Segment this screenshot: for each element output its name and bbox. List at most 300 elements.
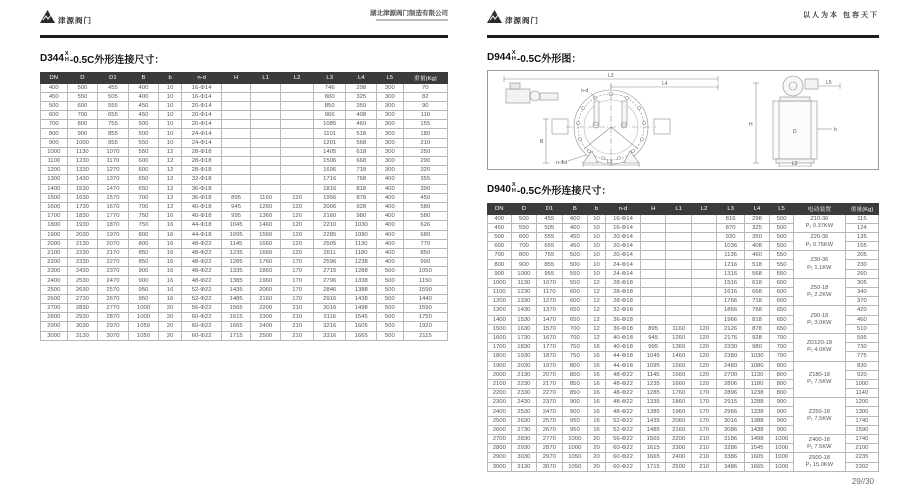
cell: 800 (770, 389, 794, 398)
cell: 120 (281, 230, 314, 239)
cell: 120 (281, 212, 314, 221)
cell: 1370 (537, 306, 562, 315)
cell: 40-Φ18 (606, 343, 641, 352)
cell (640, 242, 665, 251)
cell: 1670 (537, 333, 562, 342)
column-header: L1 (666, 203, 691, 214)
cell: 450 (562, 232, 587, 241)
cell: 2611 (313, 248, 346, 257)
page-number: 29//30 (851, 477, 874, 486)
cell: 1238 (744, 389, 769, 398)
column-header: n-d (606, 203, 641, 214)
table-row (41, 120, 448, 129)
cell: 12 (588, 297, 606, 306)
weight-cell: 1590 (403, 285, 447, 294)
cell: 550 (511, 223, 536, 232)
cell: 10 (159, 120, 182, 129)
cell: 2170 (537, 379, 562, 388)
page-right (487, 10, 879, 472)
weight-cell: 1300 (845, 407, 878, 416)
cell: 1030 (346, 221, 377, 230)
cell: 800 (562, 361, 587, 370)
cell: 1616 (717, 288, 744, 297)
weight-cell: 70 (403, 83, 447, 92)
cell: 1715 (222, 331, 251, 340)
cell: 855 (537, 260, 562, 269)
cell: 655 (537, 242, 562, 251)
cell: 800 (562, 370, 587, 379)
cell: 450 (128, 101, 159, 110)
cell: 750 (128, 212, 159, 221)
cell: 900 (562, 407, 587, 416)
page-header-right (487, 10, 879, 34)
weight-cell: 2235 (845, 453, 878, 462)
cell: 16-Φ14 (606, 214, 641, 223)
cell: 1930 (67, 221, 98, 230)
cell: 1330 (511, 297, 536, 306)
cell (691, 214, 716, 223)
weight-cell: 1920 (403, 322, 447, 331)
cell: 1300 (41, 175, 68, 184)
column-header: L2 (691, 203, 716, 214)
cell: 1670 (98, 202, 129, 211)
cell: 550 (128, 138, 159, 147)
cell: 120 (281, 248, 314, 257)
cell: 618 (744, 278, 769, 287)
cell (666, 260, 691, 269)
cell: 12 (588, 278, 606, 287)
cell: 1201 (313, 138, 346, 147)
cell: 1180 (346, 248, 377, 257)
cell: 700 (488, 251, 512, 260)
cell: 1500 (488, 324, 512, 333)
cell: 3286 (717, 444, 744, 453)
cell: 2170 (98, 248, 129, 257)
cell: 2285 (313, 230, 346, 239)
cell: 1665 (640, 453, 665, 462)
cell: 1338 (744, 407, 769, 416)
cell: 2200 (488, 389, 512, 398)
cell: 10 (159, 92, 182, 101)
weight-cell: 260 (845, 269, 878, 278)
cell: 1766 (717, 297, 744, 306)
cell: 1570 (537, 324, 562, 333)
cell: 1530 (511, 315, 536, 324)
cell: 1130 (67, 147, 98, 156)
cell: 1860 (666, 398, 691, 407)
company-name: 湖北津源阀门制造有限公司 (370, 10, 448, 17)
column-header: n-d (181, 72, 221, 83)
cell: 300 (377, 129, 404, 138)
cell: 2830 (511, 435, 536, 444)
cell: 350 (744, 232, 769, 241)
weight-cell: 110 (403, 111, 447, 120)
cell: 1100 (488, 288, 512, 297)
cell: 1101 (313, 129, 346, 138)
cell: 500 (488, 232, 512, 241)
weight-cell: 390 (403, 184, 447, 193)
table-row (488, 398, 879, 407)
cell: 400 (128, 92, 159, 101)
cell: 48-Φ22 (181, 276, 221, 285)
cell: 170 (691, 389, 716, 398)
cell: 1145 (640, 370, 665, 379)
cell: 16 (588, 343, 606, 352)
cell: 325 (346, 92, 377, 101)
cell: 1660 (250, 239, 281, 248)
cell: 10 (588, 269, 606, 278)
cell: 1435 (222, 285, 251, 294)
cell: 20 (588, 462, 606, 471)
cell: 1130 (511, 278, 536, 287)
cell: 2200 (41, 258, 68, 267)
cell: 20 (588, 444, 606, 453)
cell: 1606 (313, 166, 346, 175)
table-row (41, 276, 448, 285)
cell: 400 (377, 193, 404, 202)
cell: 12 (159, 202, 182, 211)
table-row (488, 251, 879, 260)
cell: 650 (128, 184, 159, 193)
table-row (41, 184, 448, 193)
cell (640, 297, 665, 306)
cell: 3030 (511, 453, 536, 462)
cell (640, 223, 665, 232)
cell: 2896 (717, 389, 744, 398)
cell: 3016 (717, 416, 744, 425)
cell: 20 (159, 331, 182, 340)
slogan: 以人为本 包容天下 (803, 12, 879, 19)
cell (640, 269, 665, 278)
model-variant: X H (511, 50, 516, 62)
cell: 2970 (537, 453, 562, 462)
cell: 2300 (250, 313, 281, 322)
cell: 300 (377, 101, 404, 110)
left-section-title (40, 51, 448, 66)
cell: 1800 (488, 352, 512, 361)
cell: 1530 (67, 184, 98, 193)
cell: 210 (281, 304, 314, 313)
cell: 800 (770, 370, 794, 379)
dim-b: b (834, 126, 837, 133)
cell: 2210 (313, 221, 346, 230)
cell: 2530 (511, 407, 536, 416)
cell: 2596 (313, 258, 346, 267)
actuator-cell: ZD120-18 P₁ 4.0KW (793, 333, 845, 361)
cell: 1700 (41, 212, 68, 221)
cell: 52-Φ22 (606, 425, 641, 434)
cell: 700 (67, 111, 98, 120)
cell: 555 (537, 232, 562, 241)
cell: 1405 (313, 147, 346, 156)
cell: 900 (67, 129, 98, 138)
cell: 1160 (666, 324, 691, 333)
cell (640, 288, 665, 297)
cell: 16 (159, 267, 182, 276)
cell: 1460 (250, 221, 281, 230)
cell: 16-Φ14 (606, 223, 641, 232)
table-row (41, 212, 448, 221)
cell: 10 (159, 138, 182, 147)
column-header: D (511, 203, 536, 214)
cell (250, 83, 281, 92)
cell: 500 (770, 223, 794, 232)
weight-cell: 920 (845, 370, 878, 379)
cell: 1200 (41, 166, 68, 175)
brand-logo (40, 10, 92, 28)
cell (666, 315, 691, 324)
cell: 400 (377, 212, 404, 221)
cell: 20 (159, 304, 182, 313)
cell (640, 214, 665, 223)
cell: 2500 (41, 285, 68, 294)
cell: 600 (128, 166, 159, 175)
header-rule (40, 35, 448, 38)
table-row (41, 304, 448, 313)
cell (691, 251, 716, 260)
cell: 850 (313, 101, 346, 110)
cell: 32-Φ18 (606, 306, 641, 315)
cell: 700 (770, 352, 794, 361)
cell: 2470 (98, 276, 129, 285)
cell: 24-Φ14 (606, 260, 641, 269)
cell: 2200 (250, 304, 281, 313)
cell (250, 92, 281, 101)
cell: 1130 (744, 370, 769, 379)
weight-cell: 420 (845, 306, 878, 315)
dim-L1: L1 (607, 158, 613, 165)
cell: 1180 (744, 379, 769, 388)
cell: 700 (562, 324, 587, 333)
cell (222, 129, 251, 138)
cell: 1288 (744, 398, 769, 407)
cell: 800 (128, 230, 159, 239)
cell (691, 242, 716, 251)
cell: 895 (222, 193, 251, 202)
cell: 408 (744, 242, 769, 251)
cell: 10 (588, 214, 606, 223)
cell: 52-Φ22 (181, 294, 221, 303)
dim-n-d: n-d (581, 87, 589, 94)
cell (222, 147, 251, 156)
cell: 1830 (67, 212, 98, 221)
cell: 1000 (128, 313, 159, 322)
cell: 170 (281, 276, 314, 285)
cell: 2400 (666, 453, 691, 462)
cell: 48-Φ22 (181, 239, 221, 248)
cell: 3216 (313, 322, 346, 331)
cell: 1500 (41, 193, 68, 202)
table-row (41, 285, 448, 294)
cell: 800 (41, 129, 68, 138)
cell: 895 (640, 324, 665, 333)
cell: 1498 (744, 435, 769, 444)
cell: 300 (377, 111, 404, 120)
cell: 120 (281, 202, 314, 211)
cell: 2600 (41, 294, 68, 303)
cell: 600 (770, 278, 794, 287)
weight-cell: 595 (845, 333, 878, 342)
cell: 800 (128, 239, 159, 248)
cell: 550 (67, 92, 98, 101)
cell: 1270 (98, 166, 129, 175)
cell: 2380 (717, 352, 744, 361)
cell: 1400 (488, 315, 512, 324)
cell: 120 (691, 324, 716, 333)
weight-cell: 626 (403, 221, 447, 230)
cell: 16 (588, 370, 606, 379)
table-row (41, 166, 448, 175)
cell: 1870 (537, 352, 562, 361)
cell (666, 232, 691, 241)
cell: 1200 (488, 297, 512, 306)
cell: 60-Φ22 (606, 462, 641, 471)
cell: 2300 (666, 444, 691, 453)
cell: 16 (159, 239, 182, 248)
cell: 1170 (537, 288, 562, 297)
cell: 1000 (41, 147, 68, 156)
cell: 2070 (98, 239, 129, 248)
cell: 800 (313, 92, 346, 101)
cell: 1560 (666, 361, 691, 370)
cell: 950 (128, 294, 159, 303)
cell: 600 (770, 288, 794, 297)
cell: 1730 (511, 333, 536, 342)
cell: 400 (377, 175, 404, 184)
cell: 400 (377, 184, 404, 193)
cell: 2730 (67, 294, 98, 303)
weight-cell: 1200 (845, 398, 878, 407)
cell: 1285 (222, 258, 251, 267)
cell: 1136 (717, 251, 744, 260)
weight-cell: 580 (403, 212, 447, 221)
weight-cell: 320 (403, 166, 447, 175)
cell: 500 (377, 304, 404, 313)
weight-cell: 135 (845, 232, 878, 241)
cell: 2006 (313, 202, 346, 211)
cell: 12 (588, 324, 606, 333)
cell: 600 (67, 101, 98, 110)
cell: 1385 (222, 276, 251, 285)
cell: 400 (562, 223, 587, 232)
cell (666, 278, 691, 287)
cell (691, 288, 716, 297)
cell: 1235 (640, 379, 665, 388)
cell: 2770 (537, 435, 562, 444)
cell: 10 (588, 251, 606, 260)
cell: 550 (128, 147, 159, 156)
cell: 120 (281, 193, 314, 202)
cell: 1900 (488, 361, 512, 370)
cell: 1100 (41, 157, 68, 166)
cell: 300 (377, 138, 404, 147)
cell (222, 184, 251, 193)
cell: 10 (588, 260, 606, 269)
cell: 36-Φ18 (181, 184, 221, 193)
actuator-cell: Z180-18 P₁ 7.5KW (793, 361, 845, 398)
cell: 12 (159, 193, 182, 202)
cell: 1665 (346, 331, 377, 340)
weight-cell: 355 (403, 175, 447, 184)
cell: 450 (41, 92, 68, 101)
cell: 1960 (666, 407, 691, 416)
cell: 2070 (537, 370, 562, 379)
cell: 10 (588, 242, 606, 251)
cell: 12 (588, 315, 606, 324)
actuator-cell: Z50-18 P₁ 2.2KW (793, 278, 845, 306)
cell (691, 297, 716, 306)
cell: 1170 (98, 157, 129, 166)
cell: 1660 (250, 248, 281, 257)
header-rule (487, 35, 879, 38)
cell: 980 (744, 343, 769, 352)
cell: 12 (159, 175, 182, 184)
column-header: D1 (537, 203, 562, 214)
cell: 120 (691, 361, 716, 370)
cell: 818 (346, 184, 377, 193)
cell (281, 92, 314, 101)
cell: 44-Φ18 (181, 230, 221, 239)
cell: 2400 (250, 322, 281, 331)
cell: 700 (128, 193, 159, 202)
header-row (488, 203, 879, 214)
cell: 500 (562, 251, 587, 260)
weight-cell: 1000 (845, 379, 878, 388)
cell: 48-Φ22 (606, 389, 641, 398)
cell: 950 (128, 285, 159, 294)
table-row (488, 232, 879, 241)
cell: 170 (281, 294, 314, 303)
cell: 3186 (717, 435, 744, 444)
cell: 955 (98, 138, 129, 147)
cell: 995 (222, 212, 251, 221)
cell: 2330 (511, 389, 536, 398)
weight-cell: 305 (845, 278, 878, 287)
cell: 16-Φ14 (181, 83, 221, 92)
cell: 3386 (717, 453, 744, 462)
mountain-logo-icon (40, 10, 55, 28)
cell: 1900 (41, 230, 68, 239)
cell: 850 (128, 248, 159, 257)
cell: 500 (770, 242, 794, 251)
actuator-cell: Z20-36 P₁ 0.75KW (793, 232, 845, 250)
cell: 1230 (67, 157, 98, 166)
cell: 12 (159, 147, 182, 156)
cell: 20-Φ14 (181, 101, 221, 110)
title-suffix: -0.5C外形连接尺寸： (516, 185, 612, 197)
cell: 20 (159, 322, 182, 331)
cell: 650 (562, 315, 587, 324)
cell: 24-Φ14 (606, 269, 641, 278)
cell: 298 (346, 83, 377, 92)
cell (640, 251, 665, 260)
dim-B: B (540, 138, 544, 145)
cell: 1485 (640, 425, 665, 434)
table-row (488, 306, 879, 315)
cell: 28-Φ18 (181, 157, 221, 166)
cell: 500 (511, 214, 536, 223)
cell (250, 101, 281, 110)
weight-cell: 2100 (845, 444, 878, 453)
cell: 2500 (250, 331, 281, 340)
table-row (41, 175, 448, 184)
cell: 2796 (313, 276, 346, 285)
weight-cell: 1740 (845, 435, 878, 444)
cell: 36-Φ18 (181, 193, 221, 202)
column-header: B (128, 72, 159, 83)
cell: 718 (346, 166, 377, 175)
cell: 2200 (666, 435, 691, 444)
